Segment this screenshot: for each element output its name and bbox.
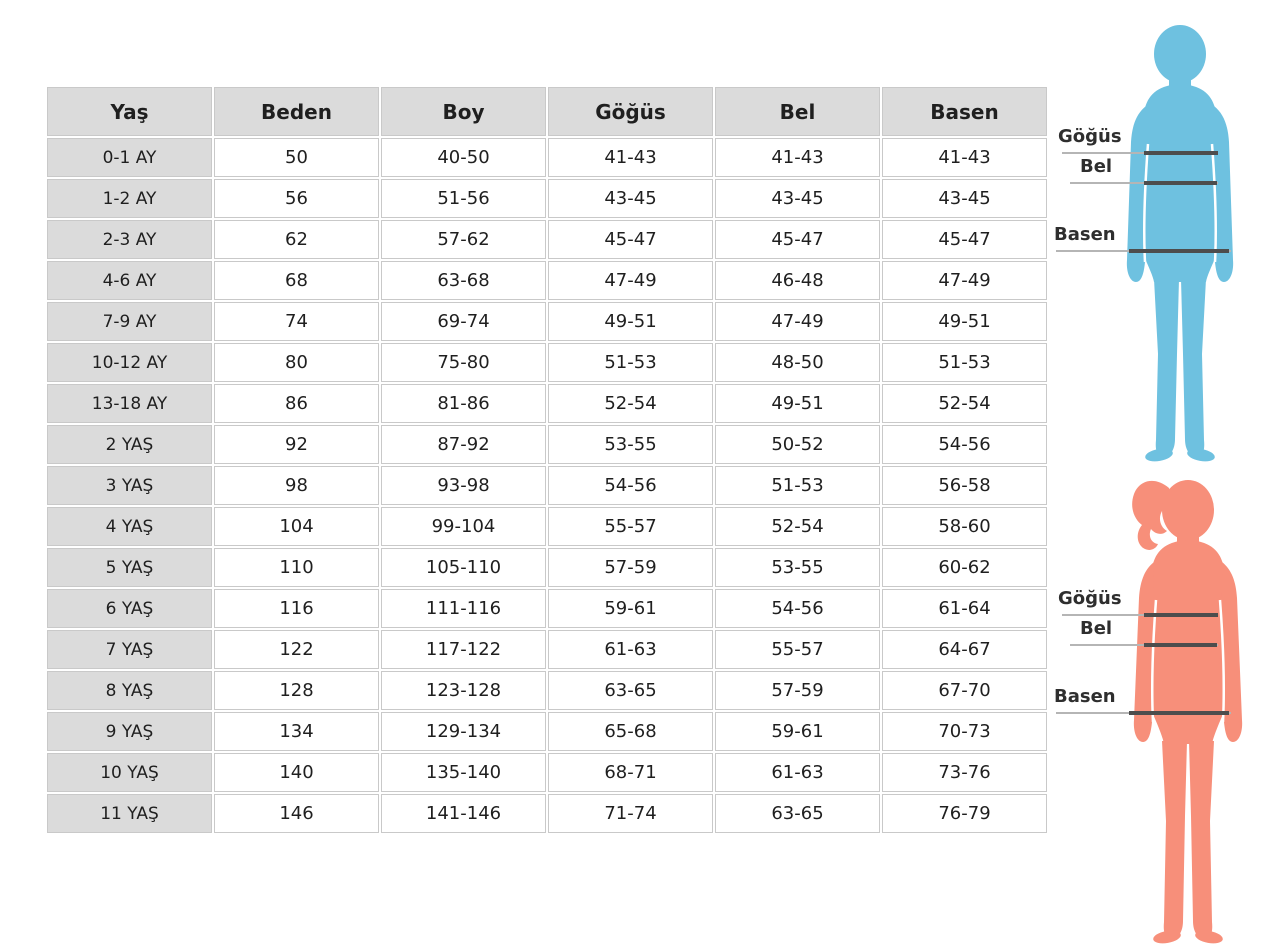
- hip-label: Basen: [1054, 686, 1116, 707]
- row-label-cell: 11 YAŞ: [47, 794, 212, 833]
- value-cell: 59-61: [548, 589, 713, 628]
- chest-measure-line: [1062, 152, 1218, 154]
- value-cell: 76-79: [882, 794, 1047, 833]
- row-label-cell: 7-9 AY: [47, 302, 212, 341]
- boy-silhouette-icon: [1112, 24, 1252, 464]
- value-cell: 63-65: [715, 794, 880, 833]
- value-cell: 68-71: [548, 753, 713, 792]
- hip-label: Basen: [1054, 224, 1116, 245]
- value-cell: 128: [214, 671, 379, 710]
- value-cell: 48-50: [715, 343, 880, 382]
- size-table: [45, 85, 1049, 835]
- value-cell: 52-54: [715, 507, 880, 546]
- value-cell: 71-74: [548, 794, 713, 833]
- value-cell: 47-49: [715, 302, 880, 341]
- boy-figure-panel: [1048, 14, 1280, 472]
- table-row: [47, 589, 1047, 628]
- value-cell: 49-51: [715, 384, 880, 423]
- row-label-cell: 4-6 AY: [47, 261, 212, 300]
- column-header-4: Bel: [715, 87, 880, 136]
- value-cell: 57-59: [548, 548, 713, 587]
- row-label-cell: 0-1 AY: [47, 138, 212, 177]
- value-cell: 47-49: [882, 261, 1047, 300]
- value-cell: 40-50: [381, 138, 546, 177]
- column-header-3: Göğüs: [548, 87, 713, 136]
- value-cell: 98: [214, 466, 379, 505]
- value-cell: 61-63: [715, 753, 880, 792]
- waist-label: Bel: [1080, 156, 1113, 177]
- value-cell: 134: [214, 712, 379, 751]
- chest-measure-line: [1062, 614, 1218, 616]
- table-row: [47, 138, 1047, 177]
- column-header-5: Basen: [882, 87, 1047, 136]
- row-label-cell: 2-3 AY: [47, 220, 212, 259]
- table-row: [47, 548, 1047, 587]
- value-cell: 54-56: [715, 589, 880, 628]
- table-row: [47, 425, 1047, 464]
- value-cell: 63-65: [548, 671, 713, 710]
- value-cell: 56: [214, 179, 379, 218]
- value-cell: 110: [214, 548, 379, 587]
- table-header-row: [47, 87, 1047, 136]
- girl-figure-panel: [1048, 476, 1280, 948]
- row-label-cell: 6 YAŞ: [47, 589, 212, 628]
- value-cell: 146: [214, 794, 379, 833]
- value-cell: 41-43: [548, 138, 713, 177]
- row-label-cell: 1-2 AY: [47, 179, 212, 218]
- table-body: [47, 138, 1047, 833]
- value-cell: 49-51: [882, 302, 1047, 341]
- value-cell: 70-73: [882, 712, 1047, 751]
- value-cell: 104: [214, 507, 379, 546]
- value-cell: 65-68: [548, 712, 713, 751]
- row-label-cell: 2 YAŞ: [47, 425, 212, 464]
- value-cell: 61-63: [548, 630, 713, 669]
- table-row: [47, 220, 1047, 259]
- value-cell: 47-49: [548, 261, 713, 300]
- value-cell: 135-140: [381, 753, 546, 792]
- value-cell: 105-110: [381, 548, 546, 587]
- value-cell: 141-146: [381, 794, 546, 833]
- waist-label: Bel: [1080, 618, 1113, 639]
- value-cell: 69-74: [381, 302, 546, 341]
- value-cell: 50: [214, 138, 379, 177]
- value-cell: 41-43: [715, 138, 880, 177]
- table-row: [47, 712, 1047, 751]
- row-label-cell: 4 YAŞ: [47, 507, 212, 546]
- value-cell: 62: [214, 220, 379, 259]
- value-cell: 52-54: [882, 384, 1047, 423]
- chest-label: Göğüs: [1058, 588, 1122, 609]
- value-cell: 63-68: [381, 261, 546, 300]
- value-cell: 93-98: [381, 466, 546, 505]
- table-row: [47, 179, 1047, 218]
- column-header-2: Boy: [381, 87, 546, 136]
- value-cell: 73-76: [882, 753, 1047, 792]
- size-chart-table-container: [45, 85, 1049, 835]
- table-row: [47, 384, 1047, 423]
- value-cell: 58-60: [882, 507, 1047, 546]
- table-row: [47, 343, 1047, 382]
- column-header-0: Yaş: [47, 87, 212, 136]
- table-row: [47, 507, 1047, 546]
- value-cell: 50-52: [715, 425, 880, 464]
- value-cell: 74: [214, 302, 379, 341]
- waist-measure-line: [1070, 182, 1218, 184]
- row-label-cell: 5 YAŞ: [47, 548, 212, 587]
- chest-label: Göğüs: [1058, 126, 1122, 147]
- row-label-cell: 8 YAŞ: [47, 671, 212, 710]
- row-label-cell: 10 YAŞ: [47, 753, 212, 792]
- value-cell: 80: [214, 343, 379, 382]
- value-cell: 45-47: [882, 220, 1047, 259]
- row-label-cell: 9 YAŞ: [47, 712, 212, 751]
- table-row: [47, 302, 1047, 341]
- value-cell: 43-45: [882, 179, 1047, 218]
- value-cell: 99-104: [381, 507, 546, 546]
- value-cell: 55-57: [715, 630, 880, 669]
- value-cell: 75-80: [381, 343, 546, 382]
- value-cell: 64-67: [882, 630, 1047, 669]
- value-cell: 41-43: [882, 138, 1047, 177]
- value-cell: 140: [214, 753, 379, 792]
- value-cell: 116: [214, 589, 379, 628]
- value-cell: 67-70: [882, 671, 1047, 710]
- table-row: [47, 630, 1047, 669]
- value-cell: 45-47: [548, 220, 713, 259]
- value-cell: 54-56: [882, 425, 1047, 464]
- value-cell: 53-55: [548, 425, 713, 464]
- value-cell: 51-56: [381, 179, 546, 218]
- value-cell: 87-92: [381, 425, 546, 464]
- hip-measure-line: [1056, 250, 1231, 252]
- table-row: [47, 261, 1047, 300]
- table-row: [47, 794, 1047, 833]
- value-cell: 122: [214, 630, 379, 669]
- value-cell: 92: [214, 425, 379, 464]
- table-row: [47, 466, 1047, 505]
- value-cell: 43-45: [715, 179, 880, 218]
- table-row: [47, 671, 1047, 710]
- row-label-cell: 7 YAŞ: [47, 630, 212, 669]
- value-cell: 86: [214, 384, 379, 423]
- value-cell: 51-53: [715, 466, 880, 505]
- value-cell: 56-58: [882, 466, 1047, 505]
- row-label-cell: 10-12 AY: [47, 343, 212, 382]
- value-cell: 55-57: [548, 507, 713, 546]
- value-cell: 81-86: [381, 384, 546, 423]
- table-row: [47, 753, 1047, 792]
- value-cell: 117-122: [381, 630, 546, 669]
- row-label-cell: 3 YAŞ: [47, 466, 212, 505]
- value-cell: 45-47: [715, 220, 880, 259]
- value-cell: 60-62: [882, 548, 1047, 587]
- value-cell: 43-45: [548, 179, 713, 218]
- value-cell: 51-53: [548, 343, 713, 382]
- value-cell: 123-128: [381, 671, 546, 710]
- value-cell: 46-48: [715, 261, 880, 300]
- value-cell: 59-61: [715, 712, 880, 751]
- value-cell: 111-116: [381, 589, 546, 628]
- row-label-cell: 13-18 AY: [47, 384, 212, 423]
- column-header-1: Beden: [214, 87, 379, 136]
- value-cell: 57-62: [381, 220, 546, 259]
- value-cell: 129-134: [381, 712, 546, 751]
- hip-measure-line: [1056, 712, 1231, 714]
- value-cell: 51-53: [882, 343, 1047, 382]
- waist-measure-line: [1070, 644, 1218, 646]
- value-cell: 68: [214, 261, 379, 300]
- value-cell: 54-56: [548, 466, 713, 505]
- value-cell: 53-55: [715, 548, 880, 587]
- value-cell: 49-51: [548, 302, 713, 341]
- value-cell: 57-59: [715, 671, 880, 710]
- value-cell: 61-64: [882, 589, 1047, 628]
- value-cell: 52-54: [548, 384, 713, 423]
